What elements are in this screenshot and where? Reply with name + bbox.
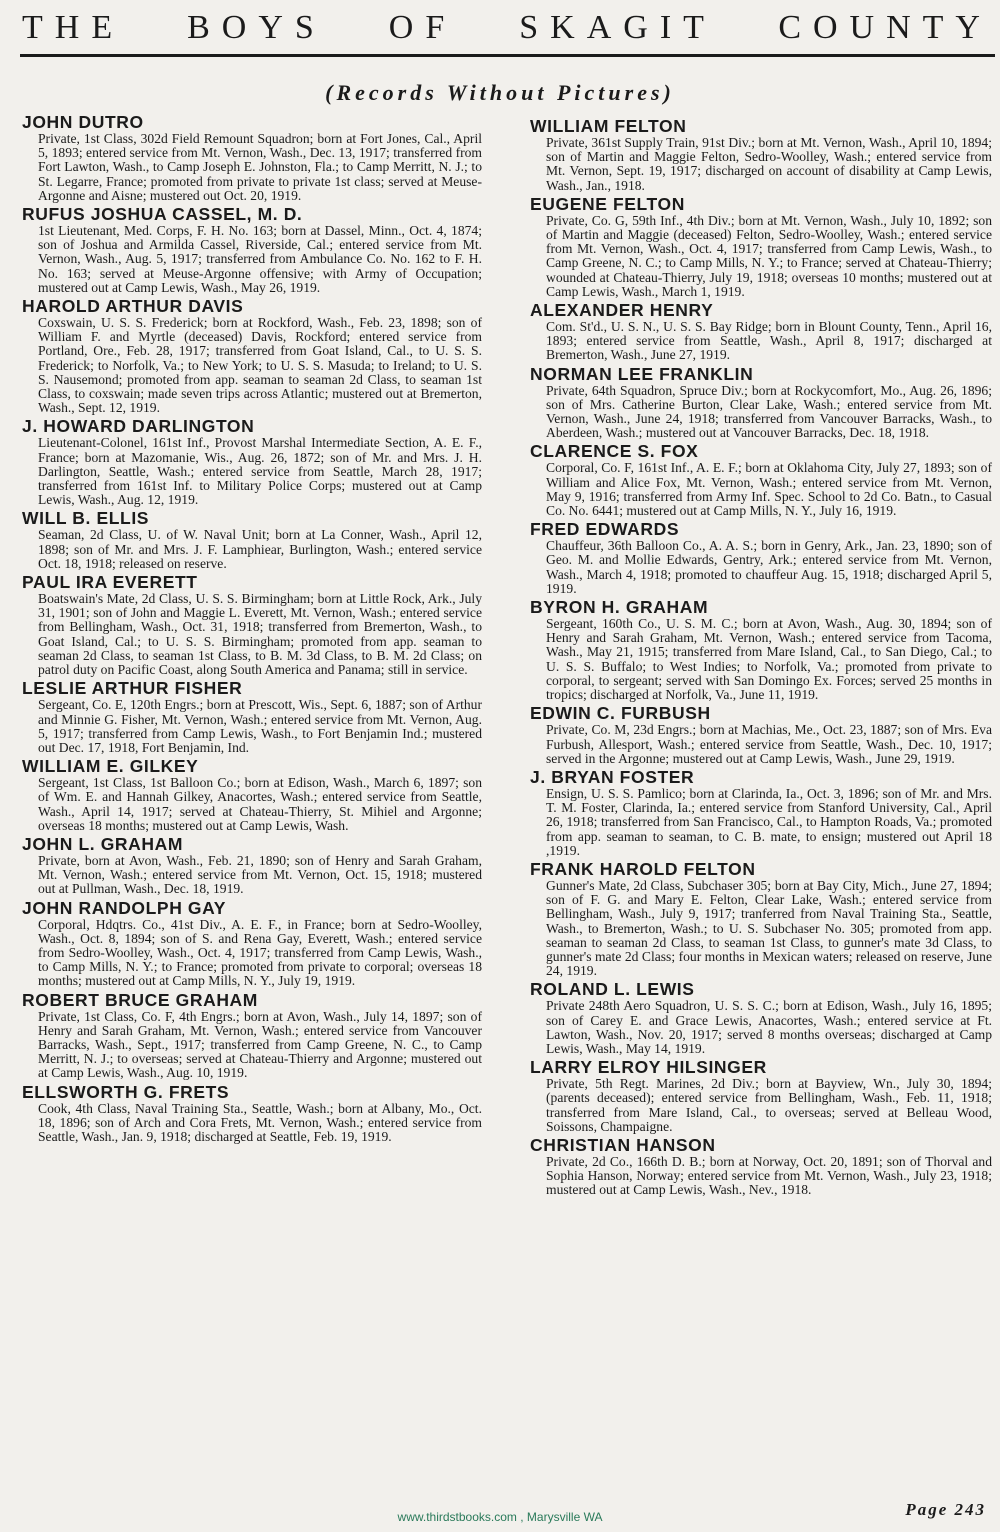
record-name: JOHN DUTRO xyxy=(22,112,144,132)
record-entry xyxy=(530,364,992,441)
record-name: JOHN RANDOLPH GAY xyxy=(22,897,227,918)
header-rule xyxy=(20,54,995,57)
page-title: THE BOYS OF SKAGIT COUNTY xyxy=(22,9,992,46)
record-name: FRANK HAROLD FELTON xyxy=(530,858,756,879)
record-entry xyxy=(530,300,992,363)
record-name: PAUL IRA EVERETT xyxy=(22,572,198,593)
record-entry xyxy=(22,416,482,507)
record-text: Private, born at Avon, Wash., Feb. 21, 1890; son of Henry and Sarah Graham, Mt. Vernon, Wash.; entered service from Mt. Vernon, Oct. 15, 1918; mustered out at Pullman, Wash., Dec. 18, 1919. xyxy=(38,852,482,897)
record-name: WILL B. ELLIS xyxy=(22,508,150,529)
record-text: Coxswain, U. S. S. Frederick; born at Rockford, Wash., Feb. 23, 1898; son of William F. and Myrtle (deceased) Davis, Rockford; entered service from Portland, Ore., Feb. 28, 1917; transferred from Goat Island, Cal., to U. S. S. Frederick; to Norfolk, Va.; to New York; to U. S. S. Masuda; to Ireland; to U. S. S. Nausemond; promoted from app. seaman to seaman 2d Class, to seaman 1st Class, to coxswain; made seven trips across Atlantic; mustered out at Bremerton, Wash., Sept. 12, 1919. xyxy=(38,315,482,416)
record-text: Private, 64th Squadron, Spruce Div.; born at Rockycomfort, Mo., Aug. 26, 1896; son of Mrs. Catherine Burton, Clear Lake, Wash.; entered service from Mt. Vernon, Wash., June 24, 1918; transferred from Vancouver Barracks, Wash., to Aberdeen, Wash.; mustered out at Vancouver Barracks, Dec. 18, 1918. xyxy=(546,382,992,441)
record-entry xyxy=(22,204,482,295)
record-text: Private, 361st Supply Train, 91st Div.; born at Mt. Vernon, Wash., April 10, 1894; son of Martin and Maggie Felton, Sedro-Woolley, Wash.; entered service from Mt. Vernon, Sept. 19, 1917; discharged on account of disability at Camp Lewis, Wash., Jan., 1918. xyxy=(546,135,992,193)
record-entry xyxy=(22,572,482,677)
record-text: Chauffeur, 36th Balloon Co., A. A. S.; born in Genry, Ark., Jan. 23, 1890; son of Geo. M. and Mollie Edwards, Gentry, Ark.; entered service from Mt. Vernon, Wash., March 4, 1918; promoted to chauffeur Aug. 15, 1918; discharged April 5, 1919. xyxy=(546,538,992,596)
record-entry xyxy=(530,116,992,193)
record-name: CHRISTIAN HANSON xyxy=(530,1134,716,1155)
record-name: LESLIE ARTHUR FISHER xyxy=(22,678,243,699)
record-name: LARRY ELROY HILSINGER xyxy=(530,1057,767,1078)
record-text: Ensign, U. S. S. Pamlico; born at Clarinda, Ia., Oct. 3, 1896; son of Mr. and Mrs. T. M. Foster, Clarinda, Ia.; entered service from Stanford University, Cal., April 26, 1918; transferred from San Francisco, Cal., to Hampton Roads, Va.; promoted from app. seaman to seaman, to C. B. mate, to ensign; mustered out April 18 ,1919. xyxy=(546,785,992,858)
record-text: Lieutenant-Colonel, 161st Inf., Provost Marshal Intermediate Section, A. E. F., France; born at Mazomanie, Wis., Aug. 26, 1872; son of Mr. and Mrs. J. H. Darlington, Seattle, Wash.; entered service from Seattle, March 28, 1917; transferred from 161st Inf. to Military Police Corps; mustered out at Camp Lewis, Wash., Aug. 12, 1919. xyxy=(38,435,482,508)
record-name: ROLAND L. LEWIS xyxy=(530,979,695,1000)
record-text: 1st Lieutenant, Med. Corps, F. H. No. 163; born at Dassel, Minn., Oct. 4, 1874; son of Joshua and Armilda Cassel, Riverside, Cal.; entered service from Mt. Vernon, Wash., Aug. 5, 1917; transferred from Ambulance Co. No. 162 to F. H. No. 163; served at Meuse-Argonne offensive; with Army of Occupation; mustered out at Camp Lewis, Wash., May 26, 1919. xyxy=(38,223,482,295)
record-entry xyxy=(530,703,992,766)
record-text: Sergeant, Co. E, 120th Engrs.; born at Prescott, Wis., Sept. 6, 1887; son of Arthur and Minnie G. Fisher, Mt. Vernon, Wash.; entered service from Mt. Vernon, Aug. 5, 1917; transferred from Camp Lewis, Wash., to Fort Benjamin Ind.; mustered out Dec. 17, 1918, Fort Benjamin, Ind. xyxy=(38,697,482,755)
record-entry xyxy=(22,990,482,1081)
record-entry xyxy=(22,834,482,897)
record-text: Corporal, Hdqtrs. Co., 41st Div., A. E. F., in France; born at Sedro-Woolley, Wash., Oct. 8, 1894; son of S. and Rena Gay, Everett, Wash.; entered service from Sedro-Woolley, Wash., Oct. 4, 1917; transferred from Camp Lewis, Wash., to Camp Mills, N. Y.; to France; promoted from private to corporal; overseas 18 months; mustered out at Camp Mills, N. Y., July 19, 1919. xyxy=(38,916,482,989)
record-entry xyxy=(530,1135,992,1198)
record-entry xyxy=(530,441,992,518)
record-text: Cook, 4th Class, Naval Training Sta., Seattle, Wash.; born at Albany, Mo., Oct. 18, 1896; son of Arch and Cora Frets, Mt. Vernon, Wash.; entered service from Seattle, Wash., Jan. 9, 1918; discharged at Seattle, Feb. 19, 1919. xyxy=(38,1100,482,1144)
record-text: Private, 5th Regt. Marines, 2d Div.; born at Bayview, Wn., July 30, 1894; (parents deceased); entered service from Bellingham, Wash., Feb. 11, 1918; transferred from Mare Island, Cal., to overseas; served at Belleau Wood, Soissons, Champaigne. xyxy=(546,1076,992,1134)
record-text: Private 248th Aero Squadron, U. S. S. C.; born at Edison, Wash., July 16, 1895; son of Carey E. and Grace Lewis, Anacortes, Wash.; entered service at Ft. Lawton, Wash., Nov. 20, 1917; served 8 months overseas; discharged at Camp Lewis, Wash., May 14, 1919. xyxy=(546,998,992,1056)
record-entry xyxy=(22,678,482,755)
record-name: JOHN L. GRAHAM xyxy=(22,833,184,854)
record-text: Private, Co. M, 23d Engrs.; born at Machias, Me., Oct. 23, 1887; son of Mrs. Eva Furbush, Allesport, Wash.; entered service from Seattle, Wash., Dec. 10, 1917; served in the Argonne; mustered out at Camp Lewis, Wash., June 29, 1919. xyxy=(546,722,992,766)
record-name: ALEXANDER HENRY xyxy=(530,300,714,321)
record-entry xyxy=(530,767,992,858)
record-name: NORMAN LEE FRANKLIN xyxy=(530,363,754,384)
record-entry xyxy=(22,296,482,415)
record-text: Sergeant, 160th Co., U. S. M. C.; born at Avon, Wash., Aug. 30, 1894; son of Henry and Sarah Graham, Mt. Vernon, Wash.; entered service from Tacoma, Wash., May 21, 1915; transferred from Mare Island, Cal., to San Diego, Cal.; to U. S. S. Buffalo; to West Indies; to Norfolk, Va.; promoted from private to corporal, to sergeant; served with San Domingo Ex. Forces; served 25 months in tropics; discharged at Norfolk, Va., June 11, 1919. xyxy=(546,616,992,703)
record-name: ELLSWORTH G. FRETS xyxy=(22,1081,230,1102)
record-entry xyxy=(22,756,482,833)
record-text: Private, 1st Class, Co. F, 4th Engrs.; born at Avon, Wash., July 14, 1897; son of Henry and Sarah Graham, Mt. Vernon, Wash.; entered service from Vancouver Barracks, Wash., Sept., 1917; transferred from Camp Greene, N. C., to Camp Merritt, N. J.; to overseas; served at Chateau-Thierry and Argonne; mustered out at Camp Lewis, Wash., Aug. 10, 1919. xyxy=(38,1008,482,1081)
record-name: ROBERT BRUCE GRAHAM xyxy=(22,989,258,1010)
left-column xyxy=(22,112,482,1145)
page-subtitle: (Records Without Pictures) xyxy=(325,80,675,105)
record-text: Sergeant, 1st Class, 1st Balloon Co.; born at Edison, Wash., March 6, 1897; son of Wm. E. and Hannah Gilkey, Anacortes, Wash.; entered service from Seattle, Wash., April 14, 1917; served at Chateau-Thierry, St. Mihiel and Argonne; overseas 18 months; mustered out at Camp Lewis, Wash. xyxy=(38,775,482,833)
record-entry xyxy=(530,597,992,702)
record-name: HAROLD ARTHUR DAVIS xyxy=(22,296,244,317)
record-entry xyxy=(22,1082,482,1145)
right-column xyxy=(530,116,992,1199)
record-name: J. HOWARD DARLINGTON xyxy=(22,416,255,437)
record-text: Seaman, 2d Class, U. of W. Naval Unit; born at La Conner, Wash., April 12, 1898; son of Mr. and Mrs. J. F. Lamphiear, Burlington, Wash.; entered service Oct. 18, 1918; released on reserve. xyxy=(38,527,482,571)
record-name: WILLIAM E. GILKEY xyxy=(22,756,199,777)
record-name: CLARENCE S. FOX xyxy=(530,441,699,462)
record-entry xyxy=(530,194,992,299)
record-name: EUGENE FELTON xyxy=(530,193,685,214)
record-text: Private, Co. G, 59th Inf., 4th Div.; born at Mt. Vernon, Wash., July 10, 1892; son of Martin and Maggie (deceased) Felton, Sedro-Woolley, Wash.; entered service from Mt. Vernon, Wash., Oct. 4, 1917; transferred from Camp Lewis, Wash., to Camp Greene, N. C.; to Camp Mills, N. Y.; to France; served at Chateau-Thierry; wounded at Chateau-Thierry, July 19, 1918; overseas 10 months; mustered out at Camp Lewis, Wash., March 1, 1919. xyxy=(546,212,992,299)
record-entry xyxy=(530,979,992,1056)
record-entry xyxy=(530,859,992,978)
source-url: www.thirdstbooks.com , Marysville WA xyxy=(397,1510,603,1524)
record-entry xyxy=(22,898,482,989)
record-text: Private, 2d Co., 166th D. B.; born at Norway, Oct. 20, 1891; son of Thorval and Sophia Hanson, Norway; entered service from Mt. Vernon, Wash., July 23, 1918; mustered out at Camp Lewis, Wash., Nev., 1918. xyxy=(546,1153,992,1198)
record-entry xyxy=(22,112,482,203)
record-name: WILLIAM FELTON xyxy=(530,116,687,136)
record-text: Com. St'd., U. S. N., U. S. S. Bay Ridge; born in Blount County, Tenn., April 16, 1893; entered service from Seattle, Wash., April 8, 1917; discharged at Bremerton, Wash., June 27, 1919. xyxy=(546,319,992,363)
page-number: Page 243 xyxy=(905,1500,986,1519)
record-entry xyxy=(530,519,992,596)
record-text: Private, 1st Class, 302d Field Remount Squadron; born at Fort Jones, Cal., April 5, 1893; entered service from Mt. Vernon, Wash., Dec. 13, 1917; transferred from Fort Lawton, Wash., to Camp Joseph E. Johnston, Fla.; to Camp Merritt, N. J.; to St. Legarre, France; promoted from private to private 1st class; served at Meuse-Argonne and Aisne; mustered out Oct. 20, 1919. xyxy=(38,131,482,203)
record-name: EDWIN C. FURBUSH xyxy=(530,703,711,724)
record-name: J. BRYAN FOSTER xyxy=(530,766,695,787)
record-text: Gunner's Mate, 2d Class, Subchaser 305; born at Bay City, Mich., June 27, 1894; son of F. G. and Mary E. Felton, Clear Lake, Wash.; entered service from Bellingham, Wash., July 9, 1917; tranferred from Naval Training Sta., Seattle, Wash., to Bremerton, Wash.; to U. S. Subchaser No. 305; promoted from app. seaman to seaman 2d Class, to seaman 1st Class, to gunner's mate 3d Class, to gunner's mate 2d Class; four months in Mexican waters; released on reserve, June 24, 1919. xyxy=(546,877,992,979)
record-entry xyxy=(530,1057,992,1134)
record-entry xyxy=(22,508,482,571)
record-name: BYRON H. GRAHAM xyxy=(530,597,709,618)
record-text: Boatswain's Mate, 2d Class, U. S. S. Birmingham; born at Little Rock, Ark., July 31, 1901; son of John and Maggie L. Everett, Mt. Vernon, Wash.; entered service from Bellingham, Wash., Oct. 31, 1918; transferred from Bremerton, Wash., to Goat Island, Cal.; to U. S. S. Birmingham; promoted from app. seaman to seaman 2d Class, to seaman 1st Class, to B. M. 3d Class, to B. M. 2d Class; on patrol duty on Pacific Coast, along South America and Panama; still in service. xyxy=(38,591,482,678)
record-name: RUFUS JOSHUA CASSEL, M. D. xyxy=(22,204,303,225)
record-text: Corporal, Co. F, 161st Inf., A. E. F.; born at Oklahoma City, July 27, 1893; son of William and Alice Fox, Mt. Vernon, Wash.; entered service from Mt. Vernon, May 9, 1916; transferred from Army Inf. Spec. School to 2d Co. Batn., to Casual Co. No. 6441; mustered out at Camp Mills, N. Y., July 16, 1919. xyxy=(546,460,992,519)
record-name: FRED EDWARDS xyxy=(530,519,680,540)
